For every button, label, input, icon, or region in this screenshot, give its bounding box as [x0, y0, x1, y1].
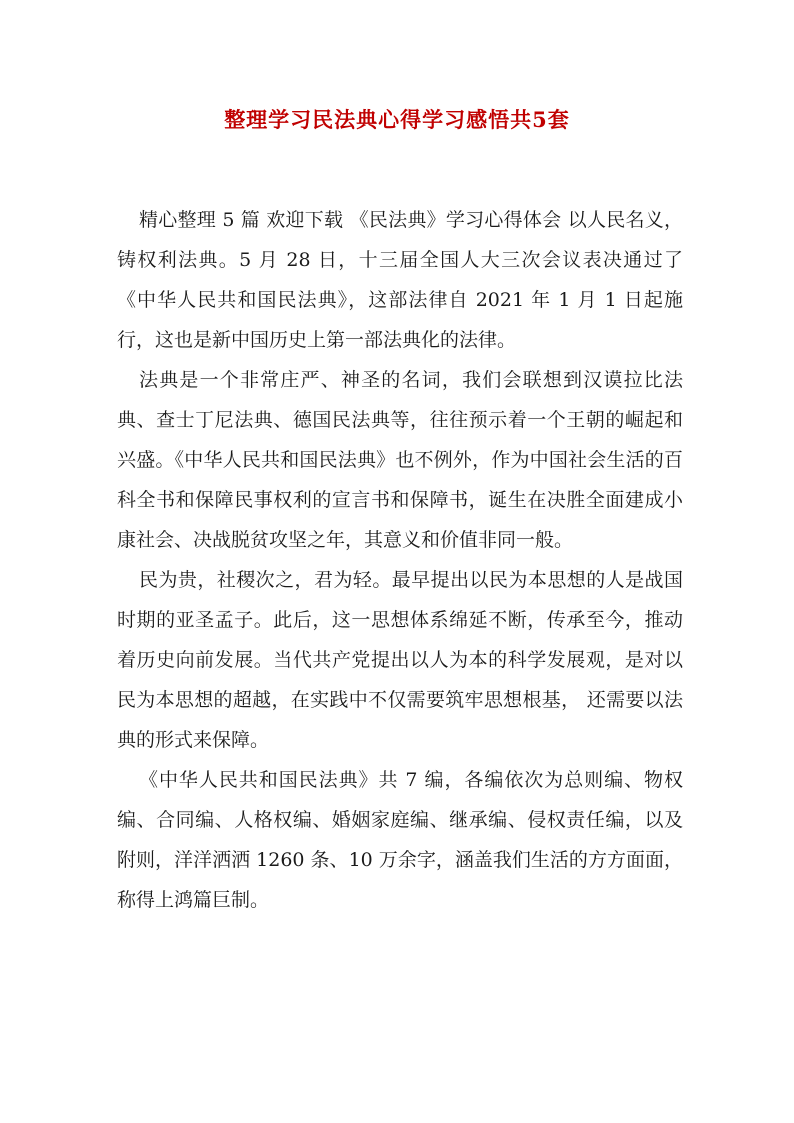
paragraph-3: 民为贵，社稷次之，君为轻。最早提出以民为本思想的人是战国时期的亚圣孟子。此后，这一思想体系绵延不断，传承至今，推动着历史向前发展。当代共产党提出以人为本的科学发展观，是对以民为本思想的超越，在实践中不仅需要筑牢思想根基， 还需要以法典的形式来保障。 [117, 569, 683, 751]
paragraph-1: 精心整理 5 篇 欢迎下载 《民法典》学习心得体会 以人民名义，铸权利法典。5 月 28 日，十三届全国人大三次会议表决通过了《中华人民共和国民法典》，这部法律自 2021 年 1 月 1 日起施行，这也是新中国历史上第一部法典化的法律。 [117, 209, 683, 351]
document-title: 整理学习民法典心得学习感悟共5套 [224, 107, 570, 132]
document-body [117, 200, 683, 920]
paragraph-2: 法典是一个非常庄严、神圣的名词，我们会联想到汉谟拉比法典、查士丁尼法典、德国民法典等，往往预示着一个王朝的崛起和兴盛。《中华人民共和国民法典》也不例外，作为中国社会生活的百科全书和保障民事权利的宣言书和保障书，诞生在决胜全面建成小康社会、决战脱贫攻坚之年，其意义和价值非同一般。 [117, 369, 683, 551]
paragraph-4: 《中华人民共和国民法典》共 7 编，各编依次为总则编、物权编、合同编、人格权编、婚姻家庭编、继承编、侵权责任编，以及附则，洋洋洒洒 1260 条、10 万余字，涵盖我们生活的方方面面，称得上鸿篇巨制。 [117, 769, 683, 911]
